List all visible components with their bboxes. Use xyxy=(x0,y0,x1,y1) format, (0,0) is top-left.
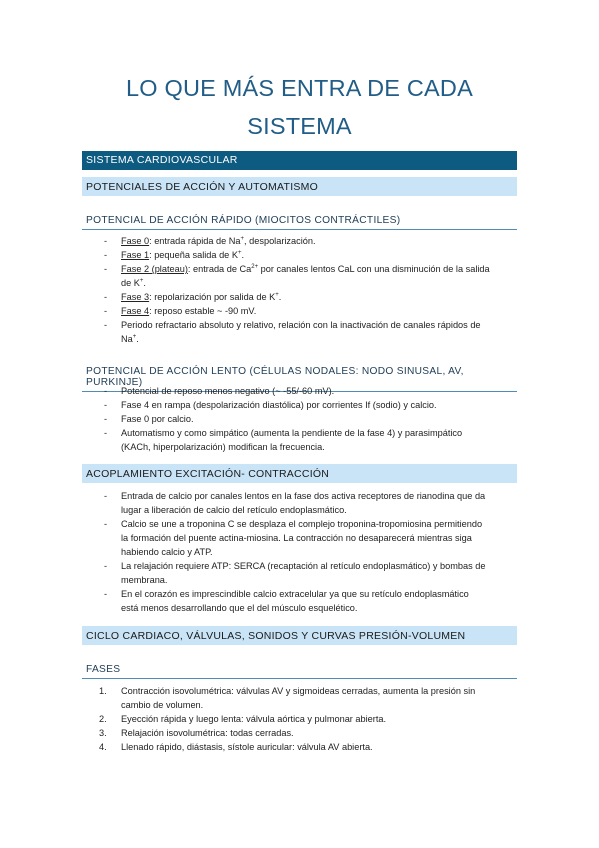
subheading-phases: FASES xyxy=(82,664,517,679)
section-heading-cardiac-cycle: CICLO CARDIACO, VÁLVULAS, SONIDOS Y CURVAS PRESIÓN-VOLUMEN xyxy=(82,626,517,645)
subheading-fast-potential: POTENCIAL DE ACCIÓN RÁPIDO (MIOCITOS CONTRÁCTILES) xyxy=(82,215,517,230)
system-heading: SISTEMA CARDIOVASCULAR xyxy=(82,151,517,170)
list-item: - Fase 0: entrada rápida de Na+, despolarización. xyxy=(104,234,514,248)
list-item: - Entrada de calcio por canales lentos en la fase dos activa receptores de rianodina que da lugar a liberación de calcio del retículo endoplasmático. xyxy=(104,489,514,517)
list-item: - Potencial de reposo menos negativo (~ -55/-60 mV). xyxy=(104,384,514,398)
list-number: 3. xyxy=(99,728,107,738)
coupling-list xyxy=(104,489,514,615)
list-number: 2. xyxy=(99,714,107,724)
list-item: - La relajación requiere ATP: SERCA (recaptación al retículo endoplasmático) y bombas de membrana. xyxy=(104,559,514,587)
list-item: - Fase 4: reposo estable ~ -90 mV. xyxy=(104,304,514,318)
list-item: 4. Llenado rápido, diástasis, sístole auricular: válvula AV abierta. xyxy=(99,742,373,752)
list-item: 3. Relajación isovolumétrica: todas cerradas. xyxy=(99,728,294,738)
list-item: - Automatismo y como simpático (aumenta la pendiente de la fase 4) y parasimpático (KACh, hiperpolarización) modifican la frecuencia. xyxy=(104,426,514,454)
page-title-line1: LO QUE MÁS ENTRA DE CADA xyxy=(126,75,473,101)
slow-potential-list xyxy=(104,384,514,454)
section-heading-coupling: ACOPLAMIENTO EXCITACIÓN- CONTRACCIÓN xyxy=(82,464,517,483)
list-number: 1. xyxy=(99,686,107,696)
list-item: 2. Eyección rápida y luego lenta: válvula aórtica y pulmonar abierta. xyxy=(99,714,387,724)
section-heading-action-potentials: POTENCIALES DE ACCIÓN Y AUTOMATISMO xyxy=(82,177,517,196)
list-item: - Fase 2 (plateau): entrada de $Ca^{2+}$ por canales lentos CaL con una disminución de la salida de K+. xyxy=(104,262,514,290)
list-item: - Periodo refractario absoluto y relativo, relación con la inactivación de canales rápidos de Na+. xyxy=(104,318,514,346)
list-item: - Fase 4 en rampa (despolarización diastólica) por corrientes If (sodio) y calcio. xyxy=(104,398,514,412)
page-title-line2: SISTEMA xyxy=(247,113,352,139)
phases-list xyxy=(99,684,514,754)
subheading-slow-potential: POTENCIAL DE ACCIÓN LENTO (CÉLULAS NODALES: NODO SINUSAL, AV, PURKINJE) xyxy=(82,366,517,392)
fast-potential-list xyxy=(104,234,514,346)
list-item: - Fase 3: repolarización por salida de K+. xyxy=(104,290,514,304)
list-item: - En el corazón es imprescindible calcio extracelular ya que su retículo endoplasmático está menos desarrollando que el del músculo esquelético. xyxy=(104,587,514,615)
list-item: 1. Contracción isovolumétrica: válvulas AV y sigmoideas cerradas, aumenta la presión sin cambio de volumen. xyxy=(99,686,476,710)
list-item: - Fase 0 por calcio. xyxy=(104,412,514,426)
list-item: - Calcio se une a troponina C se desplaza el complejo troponina-tropomiosina permitiendo la formación del puente actina-miosina. La contracción no desaparecerá mientras siga habiendo calcio y ATP. xyxy=(104,517,514,559)
list-item: - Fase 1: pequeña salida de K+. xyxy=(104,248,514,262)
list-number: 4. xyxy=(99,742,107,752)
